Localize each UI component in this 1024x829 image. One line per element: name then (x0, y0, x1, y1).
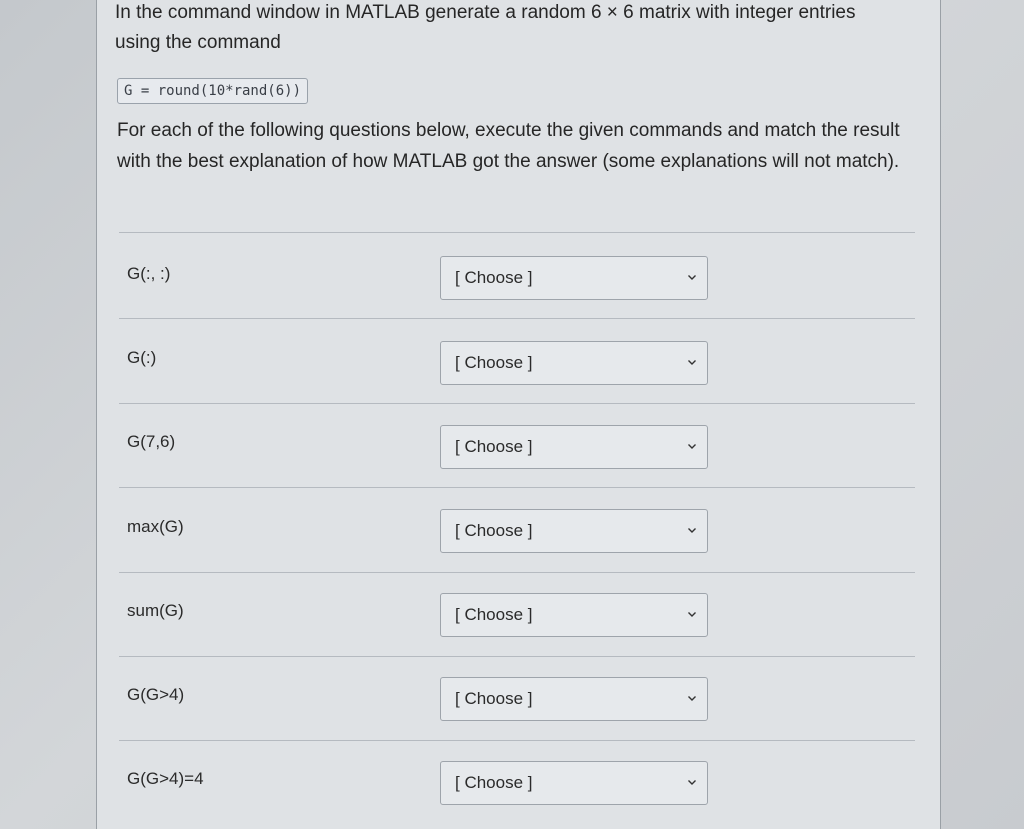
matlab-command: G = round(10*rand(6)) (117, 78, 308, 104)
divider (119, 232, 915, 233)
answer-select-1[interactable] (440, 256, 708, 300)
instructions-text: For each of the following questions below, execute the given commands and match the result with the best explanation of how MATLAB got the answer (some explanations will not match). (117, 120, 900, 172)
question-label-4: max(G) (127, 517, 184, 536)
quiz-page (96, 0, 941, 829)
chevron-down-icon (687, 525, 697, 535)
select-value: [ Choose ] (455, 437, 533, 456)
divider (119, 740, 915, 741)
question-label-1: G(:, :) (127, 264, 171, 283)
answer-select-2[interactable] (440, 341, 708, 385)
chevron-down-icon (687, 693, 697, 703)
question-label-5: sum(G) (127, 601, 184, 620)
chevron-down-icon (687, 272, 697, 282)
answer-select-5[interactable] (440, 593, 708, 637)
select-value: [ Choose ] (455, 521, 533, 540)
answer-select-3[interactable] (440, 425, 708, 469)
answer-select-4[interactable] (440, 509, 708, 553)
divider (119, 572, 915, 573)
question-label-6: G(G>4) (127, 685, 185, 704)
select-value: [ Choose ] (455, 353, 533, 372)
select-value: [ Choose ] (455, 268, 533, 287)
intro-line-2: using the command (115, 32, 281, 53)
question-label-7: G(G>4)=4 (127, 769, 204, 788)
answer-select-6[interactable] (440, 677, 708, 721)
chevron-down-icon (687, 777, 697, 787)
question-label-3: G(7,6) (127, 432, 176, 451)
divider (119, 403, 915, 404)
select-value: [ Choose ] (455, 605, 533, 624)
answer-select-7[interactable] (440, 761, 708, 805)
chevron-down-icon (687, 441, 697, 451)
question-label-2: G(:) (127, 348, 157, 367)
select-value: [ Choose ] (455, 773, 533, 792)
divider (119, 656, 915, 657)
divider (119, 318, 915, 319)
chevron-down-icon (687, 609, 697, 619)
divider (119, 487, 915, 488)
chevron-down-icon (687, 357, 697, 367)
select-value: [ Choose ] (455, 689, 533, 708)
intro-line-1: In the command window in MATLAB generate a random 6 × 6 matrix with integer entries (115, 2, 856, 23)
